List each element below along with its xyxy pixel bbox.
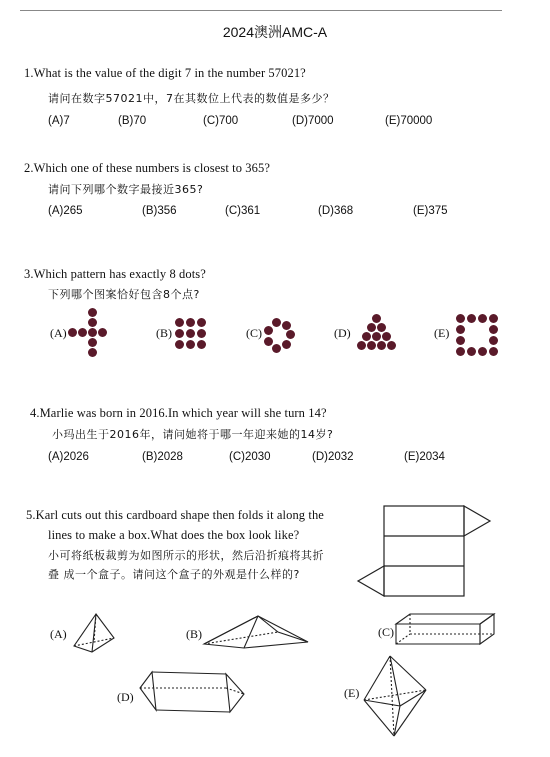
dot [88, 318, 97, 327]
q5-option-a[interactable]: (A) [50, 627, 67, 641]
q3-option-c[interactable]: (C) [246, 326, 262, 340]
page-title: 2024澳洲AMC-A [222, 24, 328, 40]
q5-shape-d [138, 670, 246, 722]
dot [456, 314, 465, 323]
top-rule [20, 10, 502, 11]
q5-option-c[interactable]: (C) [378, 625, 394, 639]
q5-shape-a [70, 612, 118, 654]
dot [264, 337, 273, 346]
dot [282, 340, 291, 349]
dot [489, 325, 498, 334]
dot [282, 321, 291, 330]
dot [382, 332, 391, 341]
dot [88, 338, 97, 347]
q5-option-d[interactable]: (D) [117, 690, 134, 704]
q2-option-b[interactable]: (B)356 [142, 205, 177, 217]
dot [456, 336, 465, 345]
dot [88, 328, 97, 337]
q5-option-b[interactable]: (B) [186, 627, 202, 641]
q4-option-e[interactable]: (E)2034 [404, 451, 445, 463]
question-5-cn-line1: 小可将纸板裁剪为如图所示的形状，然后沿折痕将其折 [48, 549, 324, 562]
dot [175, 318, 184, 327]
dot [78, 328, 87, 337]
dot [478, 347, 487, 356]
q3-option-e[interactable]: (E) [434, 326, 450, 340]
q1-option-a[interactable]: (A)7 [48, 115, 70, 127]
q4-option-c[interactable]: (C)2030 [229, 451, 271, 463]
q1-option-b[interactable]: (B)70 [118, 115, 147, 127]
q2-option-d[interactable]: (D)368 [318, 205, 354, 217]
q3-option-b[interactable]: (B) [156, 326, 172, 340]
q1-option-d[interactable]: (D)7000 [292, 115, 334, 127]
dot [467, 347, 476, 356]
q4-option-d[interactable]: (D)2032 [312, 451, 354, 463]
question-3-cn: 下列哪个图案恰好包含8个点? [48, 288, 200, 301]
question-4-cn: 小玛出生于2016年，请问她将于哪一年迎来她的14岁? [52, 428, 334, 441]
dot [489, 314, 498, 323]
dot [88, 348, 97, 357]
dot [264, 326, 273, 335]
dot [478, 314, 487, 323]
q1-option-e[interactable]: (E)70000 [385, 115, 433, 127]
question-4-text: 4.Marlie was born in 2016.In which year will she turn 14? [30, 406, 327, 420]
q4-option-b[interactable]: (B)2028 [142, 451, 183, 463]
q1-option-c[interactable]: (C)700 [203, 115, 239, 127]
q5-option-e[interactable]: (E) [344, 686, 360, 700]
dot [372, 332, 381, 341]
dot [362, 332, 371, 341]
q5-shape-b [204, 614, 310, 650]
question-3-text: 3.Which pattern has exactly 8 dots? [24, 267, 206, 281]
q2-option-c[interactable]: (C)361 [225, 205, 261, 217]
question-1-cn: 请问在数字57021中，7在其数位上代表的数值是多少？ [48, 92, 335, 105]
dot [367, 341, 376, 350]
dot [197, 318, 206, 327]
dot [175, 340, 184, 349]
dot [489, 347, 498, 356]
dot [272, 318, 281, 327]
q2-option-a[interactable]: (A)265 [48, 205, 83, 217]
dot [377, 341, 386, 350]
question-5-text-line1: 5.Karl cuts out this cardboard shape then folds it along the [26, 508, 324, 522]
dot [175, 329, 184, 338]
dot [387, 341, 396, 350]
q3-option-a[interactable]: (A) [50, 326, 67, 340]
dot [186, 329, 195, 338]
dot [372, 314, 381, 323]
dot [186, 318, 195, 327]
dot [377, 323, 386, 332]
dot [467, 314, 476, 323]
dot [197, 340, 206, 349]
question-5-text-line2: lines to make a box.What does the box look like? [48, 528, 300, 542]
question-2-cn: 请问下列哪个数字最接近365? [48, 183, 204, 196]
dot [88, 308, 97, 317]
q5-shape-c [396, 612, 496, 646]
dot [68, 328, 77, 337]
q3-option-d[interactable]: (D) [334, 326, 351, 340]
dot [357, 341, 366, 350]
question-1-text: 1.What is the value of the digit 7 in the number 57021? [24, 66, 306, 80]
dot [456, 347, 465, 356]
dot [367, 323, 376, 332]
q2-option-e[interactable]: (E)375 [413, 205, 448, 217]
q5-net-diagram [358, 504, 498, 599]
question-2-text: 2.Which one of these numbers is closest to 365? [24, 161, 270, 175]
dot [489, 336, 498, 345]
dot [197, 329, 206, 338]
dot [98, 328, 107, 337]
dot [186, 340, 195, 349]
question-5-cn-line2: 叠 成一个盒子。请问这个盒子的外观是什么样的? [48, 568, 300, 581]
dot [272, 344, 281, 353]
q4-option-a[interactable]: (A)2026 [48, 451, 89, 463]
dot [286, 330, 295, 339]
q5-shape-e [360, 654, 430, 738]
dot [456, 325, 465, 334]
